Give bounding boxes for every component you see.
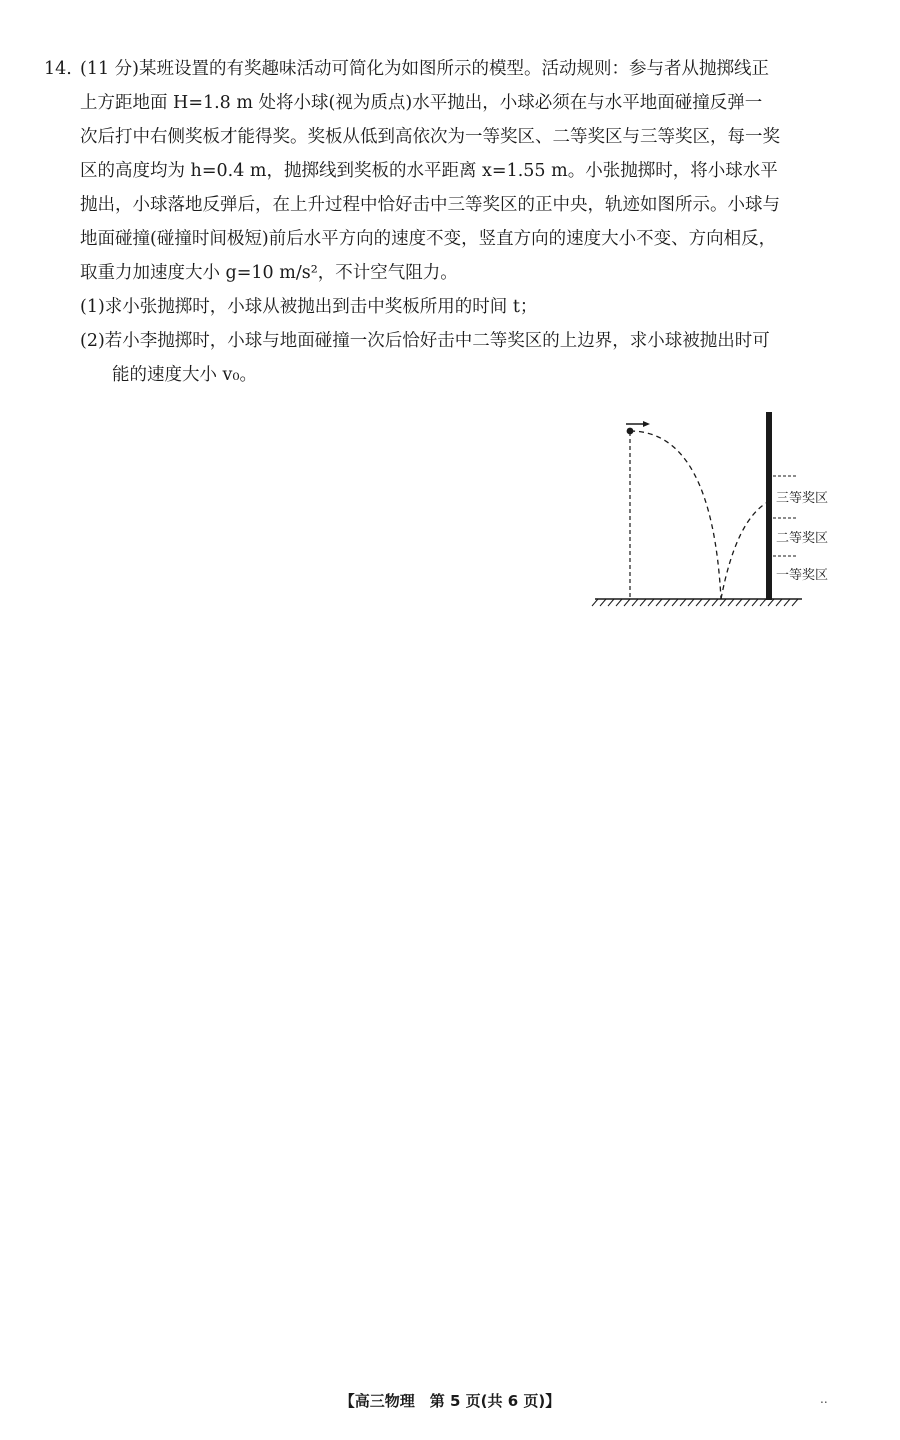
problem-line-5: [44, 188, 844, 222]
prize-board: [766, 412, 772, 600]
problem-text-line: 抛出，小球落地反弹后，在上升过程中恰好击中三等奖区的正中央，轨迹如图所示。小球与: [80, 195, 780, 215]
problem-14: [44, 52, 844, 392]
problem-line-1: [44, 52, 844, 86]
ground-hatching: [592, 599, 798, 606]
sub-question-1: [44, 290, 844, 324]
trajectory-figure: [590, 412, 840, 612]
sub-question-text: 能的速度大小 v₀。: [112, 365, 257, 385]
sub-question-text: (1)求小张抛掷时，小球从被抛出到击中奖板所用的时间 t；: [80, 297, 538, 317]
problem-line-7: [44, 256, 844, 290]
problem-text-line: 次后打中右侧奖板才能得奖。奖板从低到高依次为一等奖区、二等奖区与三等奖区，每一奖: [80, 127, 780, 147]
trajectory-fall: [630, 431, 721, 599]
problem-text-line: 取重力加速度大小 g=10 m/s²，不计空气阻力。: [80, 263, 458, 283]
zone-label-first: 一等奖区: [776, 568, 829, 583]
page-footer: 【高三物理 第 5 页(共 6 页)】: [339, 1392, 561, 1410]
sub-question-text: (2)若小李抛掷时，小球与地面碰撞一次后恰好击中二等奖区的上边界，求小球被抛出时可: [80, 331, 770, 351]
problem-line-2: [44, 86, 844, 120]
zone-label-third: 三等奖区: [776, 491, 829, 506]
problem-line-4: [44, 154, 844, 188]
problem-text-line: (11 分)某班设置的有奖趣味活动可简化为如图所示的模型。活动规则：参与者从抛掷线正: [80, 59, 769, 79]
zone-label-second: 二等奖区: [776, 531, 829, 546]
problem-text-line: 上方距地面 H=1.8 m 处将小球(视为质点)水平抛出，小球必须在与水平地面碰撞反弹一: [80, 93, 763, 113]
trajectory-bounce: [721, 502, 768, 599]
trajectory-svg: [590, 412, 840, 612]
velocity-arrowhead: [643, 421, 650, 427]
problem-line-6: [44, 222, 844, 256]
problem-text-line: 地面碰撞(碰撞时间极短)前后水平方向的速度不变，竖直方向的速度大小不变、方向相反，: [80, 229, 777, 249]
sub-question-2-cont: [44, 358, 844, 392]
problem-number: 14.: [44, 59, 72, 79]
problem-line-3: [44, 120, 844, 154]
sub-question-2: [44, 324, 844, 358]
problem-text-line: 区的高度均为 h=0.4 m，抛掷线到奖板的水平距离 x=1.55 m。小张抛掷时，将小球水平: [80, 161, 778, 181]
footer-dots: ..: [820, 1392, 828, 1406]
